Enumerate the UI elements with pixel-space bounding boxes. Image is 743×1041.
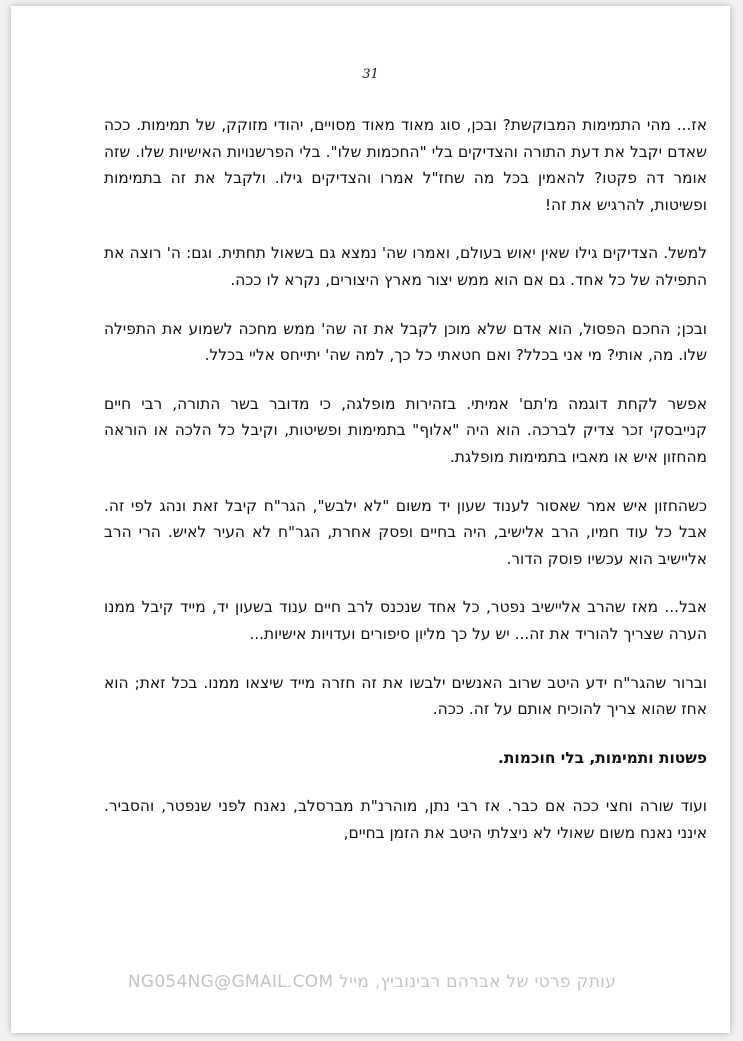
paragraph-3: ובכן; החכם הפסול, הוא אדם שלא מוכן לקבל את זה שה' ממש מחכה לשמוע את התפילה שלו. מה, אותי? מי אני בכלל? ואם חטאתי כל כך, למה שה' יתייחס אליי בכלל. xyxy=(104,319,707,365)
section-heading: פשטות ותמימות, בלי חוכמות. xyxy=(498,748,707,767)
paragraph-4: אפשר לקחת דוגמה מ'תם' אמיתי. בזהירות מופלגה, כי מדובר בשר התורה, רבי חיים קנייבסקי זכר צדיק לברכה. הוא היה "אלוף" בתמימות ופשיטות, וקיבל כל הלכה או הוראה מהחזון איש או מאביו בתמימות מופלגת. xyxy=(104,394,707,466)
closing-paragraph: ועוד שורה וחצי ככה אם כבר. אז רבי נתן, מוהרנ"ת מברסלב, נאנח לפני שנפטר, והסביר. אינני נאנח משום שאולי לא ניצלתי היטב את הזמן בחיים, xyxy=(104,797,707,842)
paragraph-5: כשהחזון איש אמר שאסור לענוד שעון יד משום "לא ילבש", הגר"ח קיבל זאת ונהג לפי זה. אבל כל עוד חמיו, הרב אלישיב, היה בחיים ופסק אחרת, הגר"ח לא העיר לאיש. הרי הרב אליישיב הוא עכשיו פוסק הדור. xyxy=(104,496,707,568)
paragraph-7: וברור שהגר"ח ידע היטב שרוב האנשים ילבשו את זה חזרה מייד שיצאו ממנו. בכל זאת; הוא אחז שהוא צריך להוכיח אותם על זה. ככה. xyxy=(104,673,707,719)
page-body xyxy=(104,112,707,868)
watermark: עותק פרטי של אברהם רבינוביץ, מייל NG054NG@GMAIL.COM xyxy=(127,972,617,992)
document-page xyxy=(11,6,730,1033)
paragraph-6: אבל... מאז שהרב אליישיב נפטר, כל אחד שנכנס לרב חיים ענוד בשעון יד, מייד קיבל ממנו הערה שצריך להוריד את זה... יש על כך מליון סיפורים ועדויות אישיות... xyxy=(104,598,707,643)
paragraph-1: אז... מהי התמימות המבוקשת? ובכן, סוג מאוד מאוד מסויים, יהודי מזוקק, של תמימות. ככה שאדם יקבל את דעת התורה והצדיקים בלי "החכמות שלו". בלי הפרשנויות האישיות שלו. שזה אומר דה פקטו? להאמין בכל מה שחז"ל אמרו והצדיקים גילו. ולקבל את זה בתמימות ופשיטות, להרגיש את זה! xyxy=(104,116,707,214)
paragraph-2: למשל. הצדיקים גילו שאין יאוש בעולם, ואמרו שה' נמצא גם בשאול תחתית. וגם: ה' רוצה את התפילה של כל אחד. גם אם הוא ממש יצור מארץ היצורים, נקרא לו ככה. xyxy=(104,244,707,289)
page-number: 31 xyxy=(362,67,379,82)
